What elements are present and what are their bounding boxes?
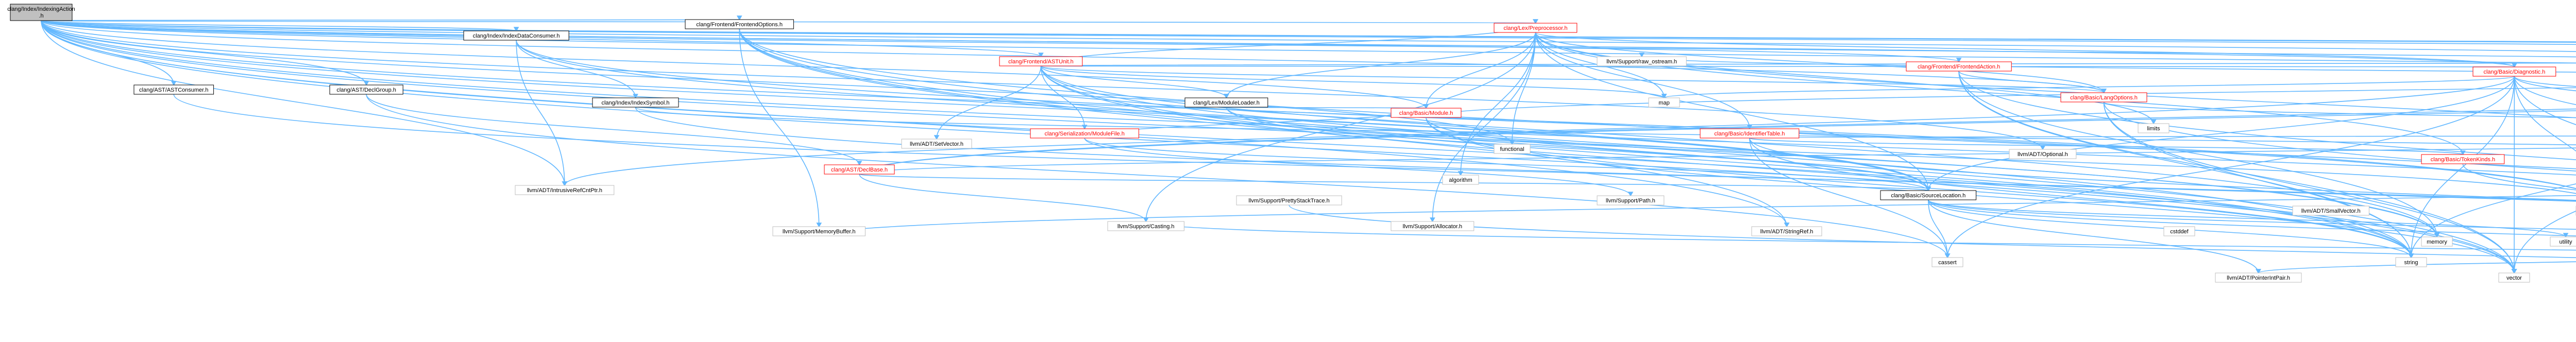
node-label: llvm/ADT/SmallVector.h [2301,208,2361,214]
node-ast-unit[interactable] [999,57,1082,66]
edge-arrowhead-dense_map_info-to-pointer_int_pair [2257,269,2261,273]
node-label: clang/Basic/TokenKinds.h [2430,157,2496,163]
node-ast-frontend-action[interactable] [1906,62,2011,71]
node-smallvector[interactable] [2293,206,2369,215]
edge-arrowhead-ast_unit-to-ilist [935,135,939,139]
node-label: .h [39,13,44,19]
edge-arrowhead-serialization-to-path [1629,192,1633,196]
edge-diagnostic-to-source_location [1928,76,2515,191]
edge-arrowhead-preprocessor-to-allocator [1430,218,1434,221]
node-label: clang/Serialization/ModuleFile.h [1044,131,1125,137]
edge-root-to-arrayref [41,21,2576,206]
node-label: llvm/ADT/IntrusiveRefCntPtr.h [527,187,602,194]
graph-edges [41,16,2576,304]
edge-arrowhead-root-to-frontend_options [737,16,741,20]
node-diagnostic[interactable] [2473,67,2556,76]
edge-arrowhead-frontend_options-to-memory_buffer [817,223,821,227]
node-label: llvm/ADT/PointerIntPair.h [2227,275,2290,281]
node-label: vector [2506,275,2522,281]
node-label: map [1658,100,1670,106]
edge-arrowhead-preprocessor-to-lang_options [2102,89,2106,93]
node-label: llvm/Support/Allocator.h [1402,224,1463,230]
edge-arrowhead-root-to-ast_consumer [172,81,176,85]
node-ast-consumer[interactable] [134,85,214,94]
edge-arrowhead-serialization-to-module [1424,105,1428,108]
node-decl-group[interactable] [330,85,403,94]
edge-root-to-iterator_range [41,21,2576,57]
node-label: cstddef [2170,229,2189,235]
node-token-kinds[interactable] [2421,155,2504,164]
node-preprocessor[interactable] [1494,23,1577,32]
node-label: clang/Index/IndexingAction [7,6,75,12]
edge-ast_frontend_action-to-llvm_lib [1959,71,2576,263]
node-identifier-table[interactable] [1700,129,1799,138]
edge-arrowhead-preprocessor-to-std_algorithm [1459,172,1463,175]
edge-arrowhead-frontend_options-to-stringref [1785,223,1789,227]
edge-root-to-source_location [41,21,1928,191]
edge-root-to-llvm_lib [41,21,2576,263]
edge-preprocessor-to-std_functional [1512,32,1535,144]
node-casting[interactable] [1108,221,1184,231]
node-lang-options[interactable] [2061,93,2147,102]
node-label: clang/Index/IndexSymbol.h [601,100,670,106]
edge-arrowhead-input_kind-to-raw_ostream [1640,53,1644,57]
node-label: clang/Frontend/FrontendOptions.h [696,22,783,28]
node-std-cassert[interactable] [1932,258,1963,267]
node-std-cstddef[interactable] [2164,227,2195,236]
node-std-limits[interactable] [2138,124,2169,133]
node-label: clang/Index/IndexDataConsumer.h [472,33,560,39]
node-std-algorithm[interactable] [1443,175,1479,184]
node-label: cassert [1938,260,1957,266]
node-ilist[interactable] [902,139,972,148]
edge-arrowhead-preprocessor-to-diagnostic [2512,63,2516,67]
node-serialization[interactable] [1030,129,1139,138]
node-index-symbol[interactable] [592,98,679,107]
node-label: clang/Lex/Preprocessor.h [1503,25,1568,31]
edge-arrowhead-preprocessor-to-module_loader [1224,94,1228,98]
node-frontend-options[interactable] [685,20,793,29]
node-label: llvm/Support/MemoryBuffer.h [782,229,856,235]
node-optional[interactable] [2009,149,2076,159]
node-label: utility [2559,239,2572,245]
node-std-string[interactable] [2396,258,2427,267]
edge-arrowhead-llvm_lib-to-casting [1144,218,1148,221]
node-allocator[interactable] [1391,221,1474,231]
edge-arrowhead-index_data_consumer-to-index_symbol [634,94,638,98]
edge-root-to-stringref [41,21,1787,227]
node-pointer-int-pair[interactable] [2215,273,2301,282]
edge-arrowhead-module-to-std_vector [2512,269,2516,273]
edge-diagnostic-to-specifiers [2514,76,2576,134]
node-label: algorithm [1449,177,1472,183]
node-label: clang/Basic/LangOptions.h [2070,95,2138,101]
node-label: clang/Basic/Diagnostic.h [2483,69,2546,75]
node-memory-buffer[interactable] [773,227,865,236]
node-label: llvm/ADT/StringRef.h [1760,229,1814,235]
node-label: clang/Frontend/ASTUnit.h [1008,59,1074,65]
edge-arrowhead-root-to-ast_frontend_action [1957,58,1961,62]
node-stringref[interactable] [1752,227,1822,236]
edge-root-to-frontend_options [41,20,739,21]
edge-arrowhead-preprocessor-to-std_functional [1510,141,1514,144]
node-label: clang/AST/DeclGroup.h [336,87,396,93]
edge-root-to-string_set [41,21,2576,57]
edge-root-to-bitmask_enum [41,21,2576,93]
edge-ast_unit-to-diagnostic [1041,66,2514,67]
edge-arrowhead-root-to-decl_group [364,81,368,85]
node-label: clang/Frontend/FrontendAction.h [1917,64,2001,70]
node-index-data-consumer[interactable] [464,31,569,40]
node-raw-ostream[interactable] [1597,57,1686,66]
node-label: functional [1500,146,1524,152]
edge-source_location-to-std_utility [1928,200,2566,237]
node-std-vector[interactable] [2499,273,2530,282]
node-label: limits [2147,126,2160,132]
node-ast-decl[interactable] [824,165,894,174]
node-label: clang/Lex/ModuleLoader.h [1193,100,1260,106]
edge-preprocessor-to-module [1426,32,1535,108]
node-std-map[interactable] [1649,98,1680,107]
edge-ast_unit-to-preprocessor [1041,23,1535,66]
edge-arrowhead-root-to-optional [2041,146,2045,149]
edge-arrowhead-identifier_table-to-std_cassert [1945,254,1950,258]
edge-index_data_consumer-to-intrusive [516,40,565,185]
node-label: llvm/ADT/Optional.h [2017,151,2068,158]
node-label: clang/Basic/Module.h [1399,110,1453,116]
edge-arrowhead-diagnostic-to-intrusive [563,182,567,185]
node-label: clang/AST/DeclBase.h [831,167,888,173]
node-label: llvm/ADT/SetVector.h [910,141,963,147]
edge-arrowhead-ast_unit-to-preprocessor [1533,20,1537,23]
node-prettystack[interactable] [1236,196,1342,205]
node-path[interactable] [1597,196,1664,205]
node-label: memory [2427,239,2447,245]
node-label: clang/AST/ASTConsumer.h [139,87,209,93]
node-std-functional[interactable] [1494,144,1530,153]
edge-arrowhead-preprocessor-to-std_limits [2151,120,2156,124]
node-std-memory[interactable] [2421,237,2452,246]
node-module[interactable] [1391,108,1461,117]
node-source-location[interactable] [1880,191,1976,200]
node-label: llvm/Support/Casting.h [1117,224,1175,230]
node-root[interactable] [7,4,75,21]
edge-root-to-pointer_union [41,21,2576,57]
node-intrusive[interactable] [515,185,614,195]
edge-preprocessor-to-allocator [1432,32,1535,221]
node-module-loader[interactable] [1185,98,1268,107]
node-std-utility[interactable] [2550,237,2576,246]
node-label: string [2404,260,2418,266]
node-label: llvm/Support/Path.h [1605,198,1655,204]
edge-ast_decl-to-casting [859,174,1146,221]
edge-arrowhead-decl_group-to-ast_decl [857,161,861,165]
edge-root-to-file_manager [41,21,2576,62]
node-label: llvm/Support/PrettyStackTrace.h [1248,198,1330,204]
edge-ast_decl-to-specifiers [859,134,2576,174]
node-label: clang/Basic/IdentifierTable.h [1714,131,1785,137]
edge-arrowhead-source_location-to-std_utility [2564,233,2568,237]
edge-module-to-std_string [1426,117,2411,258]
node-label: llvm/Support/raw_ostream.h [1606,59,1677,65]
node-label: clang/Basic/SourceLocation.h [1891,193,1966,199]
edge-index_data_consumer-to-source_location [516,40,1928,191]
edge-ast_unit-to-std_vector [1041,66,2514,273]
